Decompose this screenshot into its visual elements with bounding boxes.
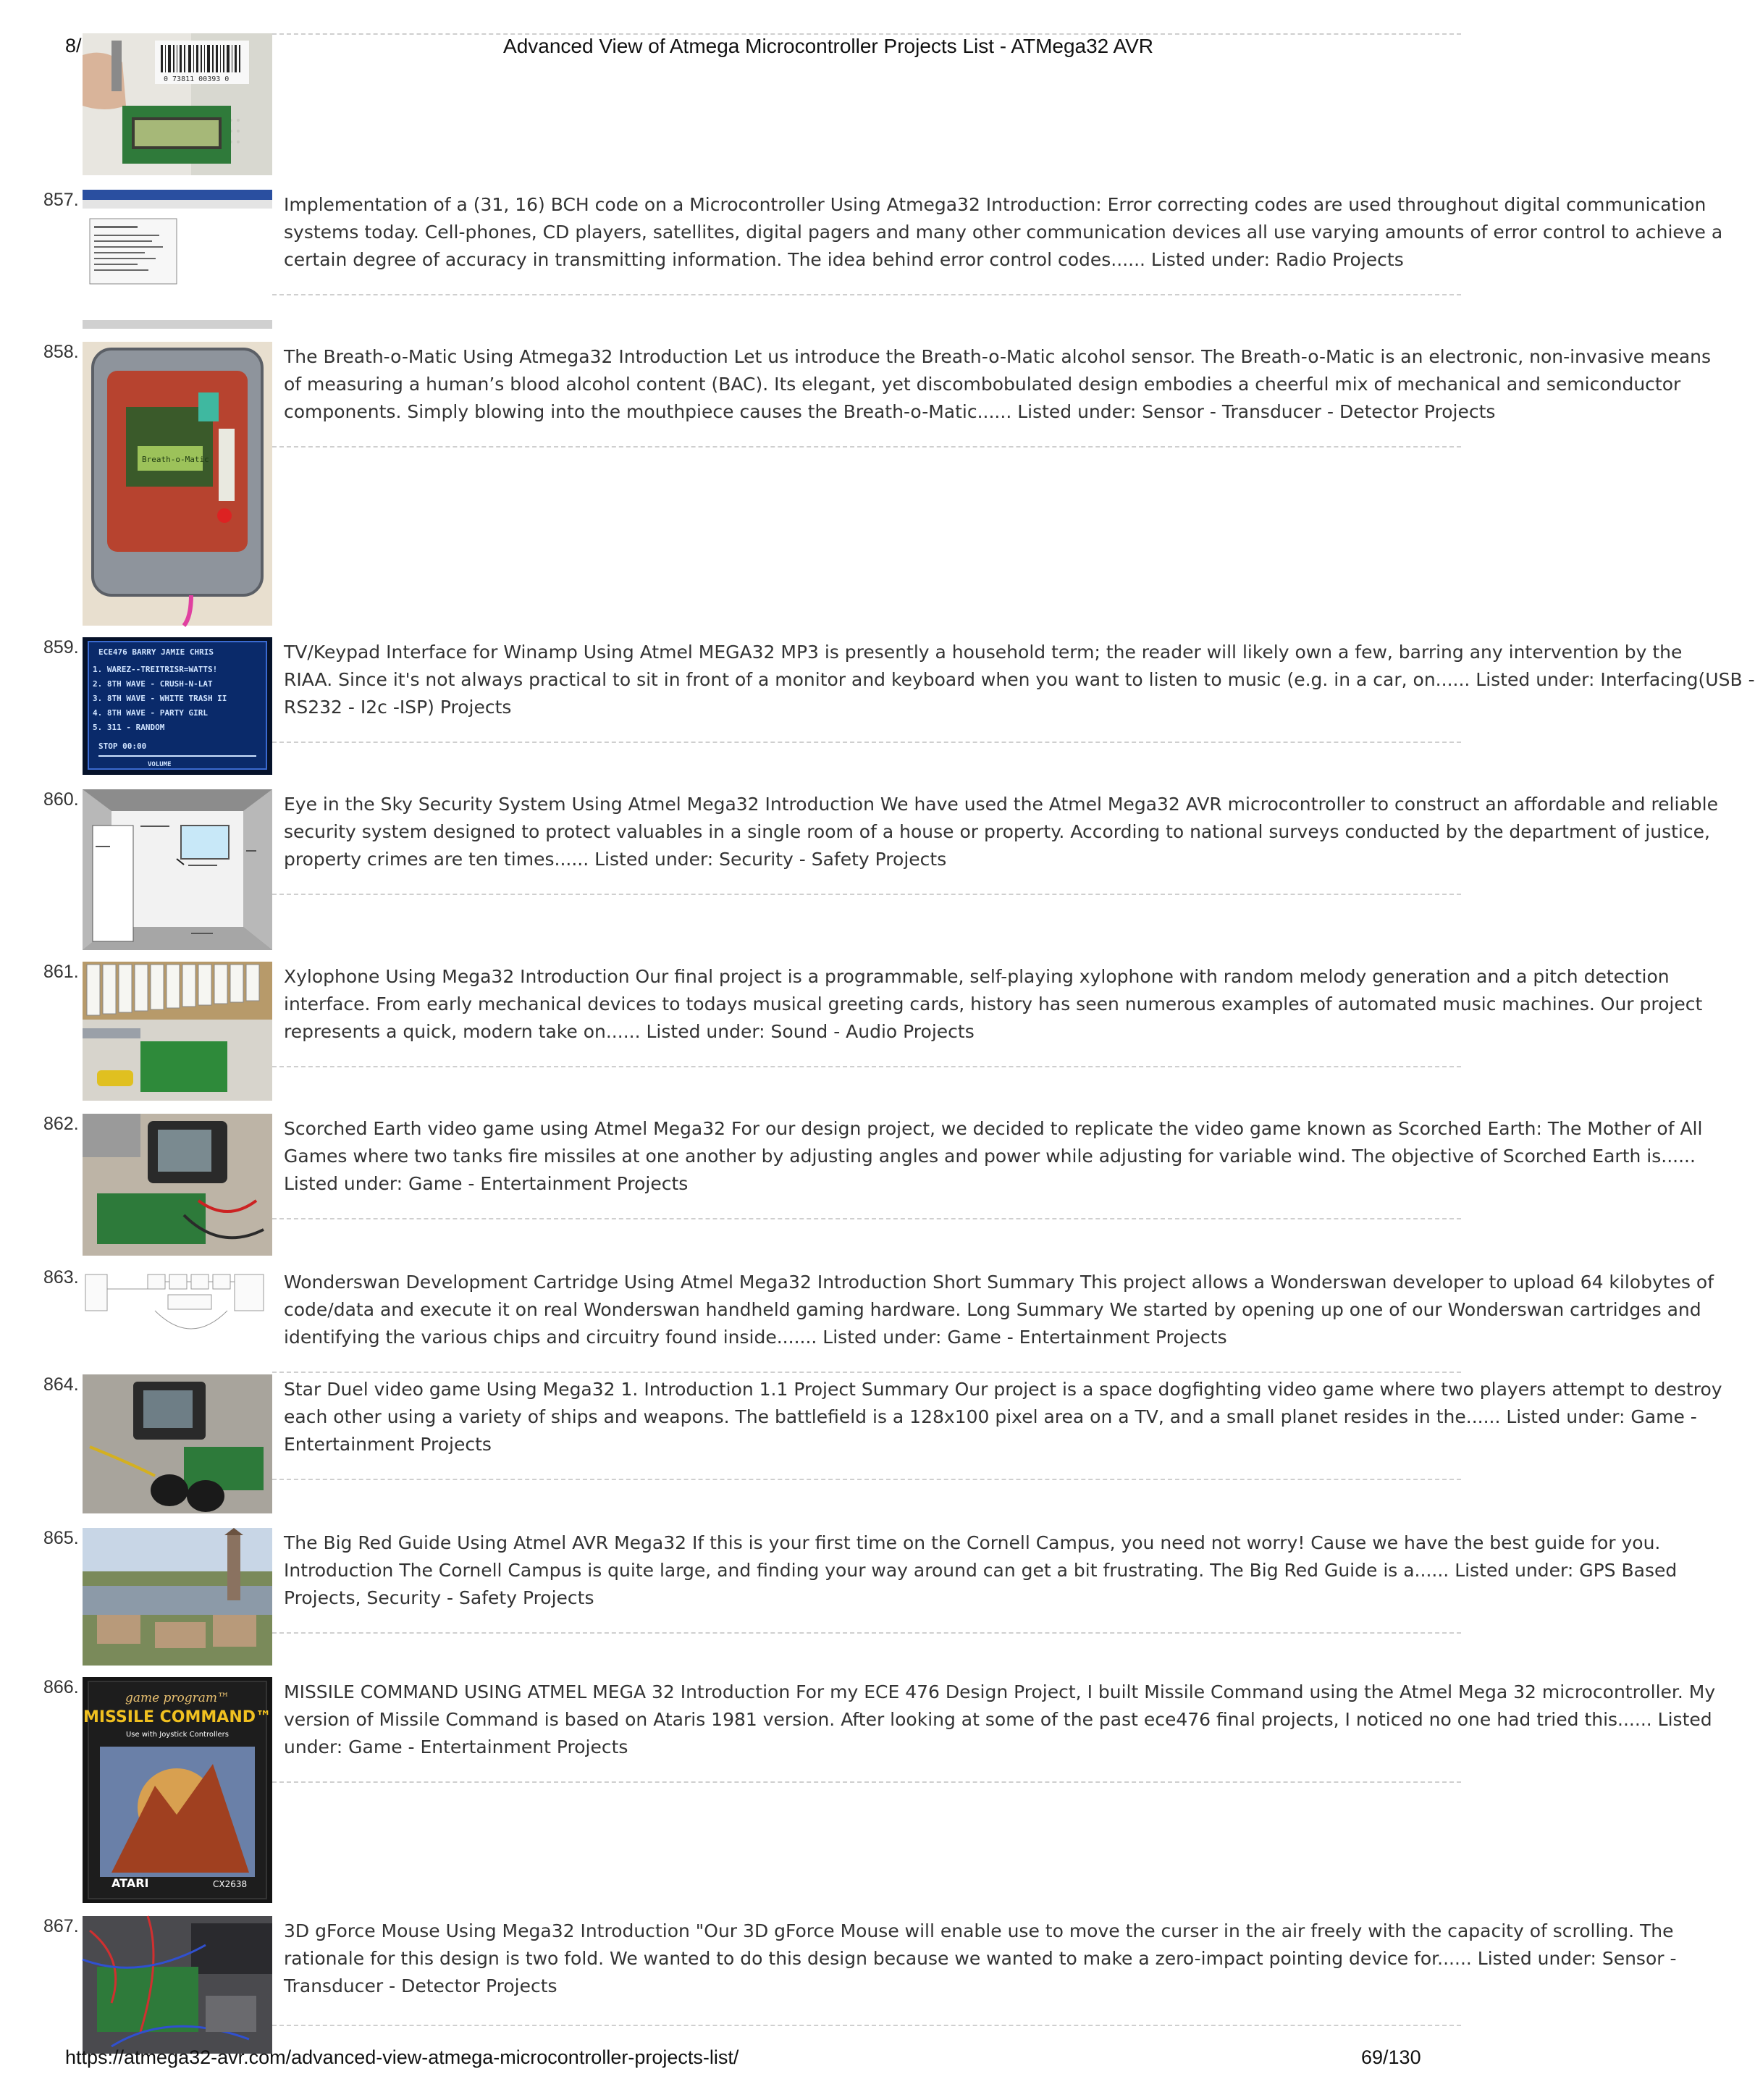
entry-description xyxy=(284,1679,1716,1765)
cartridge-title: MISSILE COMMAND™ xyxy=(83,1708,272,1726)
cartridge-code: CX2638 xyxy=(213,1879,248,1889)
entry-description xyxy=(284,791,1718,878)
cartridge-brand: ATARI xyxy=(111,1876,149,1890)
entry-description xyxy=(284,1115,1703,1202)
entry-line: property crimes are ten times...... Listed under: Security - Safety Projects xyxy=(284,849,947,870)
star-duel-thumbnail[interactable] xyxy=(83,1374,272,1513)
entry-divider xyxy=(272,1218,1461,1219)
entry-description xyxy=(284,639,1755,726)
entry-description xyxy=(284,1376,1722,1463)
tv-item: 2. 8TH WAVE - CRUSH-N-LAT xyxy=(93,679,213,689)
entry-divider xyxy=(272,1632,1461,1634)
entry-divider xyxy=(272,2025,1461,2026)
entry-description xyxy=(284,963,1703,1050)
entry-line: Eye in the Sky Security System Using Atmel Mega32 Introduction We have used the Atmel Mega32 AVR microcontroller to construct an affordable and reliable xyxy=(284,794,1718,815)
entry-description xyxy=(284,1918,1677,2004)
entry-line: certain degree of accuracy in transmitting information. The idea behind error control codes...... Listed under: Radio Projects xyxy=(284,249,1404,270)
tv-header: ECE476 BARRY JAMIE CHRIS xyxy=(98,647,214,657)
cartridge-subtitle: Use with Joystick Controllers xyxy=(125,1731,230,1739)
security-room-thumbnail[interactable] xyxy=(83,789,272,950)
tv-item: 5. 311 - RANDOM xyxy=(93,723,165,732)
entry-line: Wonderswan Development Cartridge Using Atmel Mega32 Introduction Short Summary This project allows a Wonderswan developer to upload 64 kilobytes of xyxy=(284,1272,1714,1293)
entry-line: security system designed to protect valuables in a single room of a house or property. According to national surveys conducted by the department of justice, xyxy=(284,821,1710,842)
entry-divider xyxy=(272,294,1461,295)
entry-line: The Breath-o-Matic Using Atmega32 Introduction Let us introduce the Breath-o-Matic alcohol sensor. The Breath-o-Matic is an electronic, non-invasive means xyxy=(284,346,1712,367)
print-date: 8/ xyxy=(65,35,82,56)
entry-line: Introduction The Cornell Campus is quite large, and finding your way around can get a bit frustrating. The Big Red Guide is a...... Listed under: GPS Based xyxy=(284,1560,1678,1581)
entry-number: 858. xyxy=(43,342,79,362)
entry-line: each other using a variety of ships and weapons. The battlefield is a 128x100 pixel area on a TV, and a small planet resides in the...... Listed under: Game - xyxy=(284,1406,1697,1427)
lcd-readout: Breath-o-Matic xyxy=(142,455,209,464)
entry-number: 857. xyxy=(43,190,79,210)
xylophone-thumbnail[interactable] xyxy=(83,962,272,1101)
entry-line: Xylophone Using Mega32 Introduction Our final project is a programmable, self-playing xylophone with random melody generation and a pitch detection xyxy=(284,966,1670,987)
page-number: 69/130 xyxy=(1361,2046,1421,2068)
entry-line: interface. From early mechanical devices to todays musical greeting cards, history has seen numerous examples of automated music machines. Our project xyxy=(284,994,1703,1015)
winamp-tv-thumbnail[interactable] xyxy=(83,637,272,775)
entry-number: 865. xyxy=(43,1528,79,1548)
entry-line: identifying the various chips and circuitry found inside....... Listed under: Game - Entertainment Projects xyxy=(284,1327,1227,1348)
entry-line: components. Simply blowing into the mouthpiece causes the Breath-o-Matic...... Listed under: Sensor - Transducer - Detector Projects xyxy=(284,401,1496,422)
entry-divider xyxy=(272,742,1461,743)
entry-divider xyxy=(272,1781,1461,1783)
entry-line: Scorched Earth video game using Atmel Mega32 For our design project, we decided to replicate the video game known as Scorched Earth: The Mother of All xyxy=(284,1118,1703,1139)
cartridge-line1: game program™ xyxy=(125,1691,230,1705)
entry-line: under: Game - Entertainment Projects xyxy=(284,1736,628,1757)
entry-divider xyxy=(272,446,1461,448)
barcode-digits: 0 73811 00393 0 xyxy=(164,75,230,83)
scorched-earth-thumbnail[interactable] xyxy=(83,1114,272,1256)
entry-line: Transducer - Detector Projects xyxy=(284,1975,557,1996)
entry-description xyxy=(284,343,1712,430)
tv-item: 3. 8TH WAVE - WHITE TRASH II xyxy=(93,694,227,703)
entry-line: code/data and execute it on real Wonderswan handheld gaming hardware. Long Summary We started by opening up one of our Wonderswan cartridges and xyxy=(284,1299,1701,1320)
entry-number: 861. xyxy=(43,962,79,982)
entry-line: Star Duel video game Using Mega32 1. Introduction 1.1 Project Summary Our project is a space dogfighting video game where two players attempt to destroy xyxy=(284,1379,1722,1400)
entry-number: 859. xyxy=(43,637,79,658)
entry-line: of measuring a human’s blood alcohol content (BAC). Its elegant, yet discombobulated design embodies a cheerful mix of mechanical and semiconductor xyxy=(284,374,1681,395)
page-url[interactable]: https://atmega32-avr.com/advanced-view-atmega-microcontroller-projects-list/ xyxy=(65,2046,739,2068)
missile-command-thumbnail[interactable] xyxy=(83,1677,272,1903)
tv-item: 4. 8TH WAVE - PARTY GIRL xyxy=(93,708,208,718)
entry-description xyxy=(284,1269,1714,1356)
entry-line: rationale for this design is two fold. We wanted to do this design because we wanted to make a zero-impact pointing device for...... Listed under: Sensor - xyxy=(284,1948,1677,1969)
entry-line: RIAA. Since it's not always practical to sit in front of a monitor and keyboard when you want to listen to music (e.g. in a car, on...... Listed under: Interfacing(USB - xyxy=(284,669,1755,690)
entry-number: 867. xyxy=(43,1916,79,1936)
cornell-campus-thumbnail[interactable] xyxy=(83,1528,272,1666)
entry-divider xyxy=(272,1479,1461,1480)
tv-stop: STOP 00:00 xyxy=(98,742,147,751)
entry-number: 864. xyxy=(43,1374,79,1395)
tv-item: 1. WAREZ--TREITRISR=WATTS! xyxy=(93,665,218,674)
entry-line: version of Missile Command is based on Ataris 1981 version. After looking at some of the past ece476 final projects, I noticed no one had tried this...... Listed xyxy=(284,1709,1712,1730)
wonderswan-diagram-thumbnail[interactable] xyxy=(83,1267,272,1353)
entry-line: The Big Red Guide Using Atmel AVR Mega32 If this is your first time on the Cornell Campus, you need not worry! Cause we have the best guide for you. xyxy=(284,1532,1661,1553)
entry-divider xyxy=(272,1372,1461,1373)
entry-line: MISSILE COMMAND USING ATMEL MEGA 32 Introduction For my ECE 476 Design Project, I built Missile Command using the Atmel Mega 32 microcontroller. My xyxy=(284,1681,1716,1702)
entry-description xyxy=(284,1529,1678,1616)
entry-divider xyxy=(272,894,1461,895)
page-title: Advanced View of Atmega Microcontroller Projects List - ATMega32 AVR xyxy=(503,35,1153,57)
entry-line: Listed under: Game - Entertainment Projects xyxy=(284,1173,689,1194)
bch-code-thumbnail[interactable] xyxy=(83,190,272,329)
entry-description xyxy=(284,191,1723,278)
entry-number: 862. xyxy=(43,1114,79,1134)
page-footer xyxy=(0,2046,1483,2075)
tv-volume: VOLUME xyxy=(148,761,172,768)
entry-line: TV/Keypad Interface for Winamp Using Atmel MEGA32 MP3 is presently a household term; the reader will likely own a few, barring any intervention by the xyxy=(284,642,1683,663)
entry-line: Projects, Security - Safety Projects xyxy=(284,1587,594,1608)
gforce-mouse-thumbnail[interactable] xyxy=(83,1916,272,2054)
entry-number: 863. xyxy=(43,1267,79,1288)
breath-o-matic-thumbnail[interactable] xyxy=(83,342,272,626)
entry-line: 3D gForce Mouse Using Mega32 Introduction "Our 3D gForce Mouse will enable use to move the curser in the air freely with the capacity of scrolling. The xyxy=(284,1920,1674,1941)
entry-line: RS232 - I2c -ISP) Projects xyxy=(284,697,512,718)
entry-number: 860. xyxy=(43,789,79,810)
entry-line: systems today. Cell-phones, CD players, satellites, digital pagers and many other communication devices all use varying amounts of error control to achieve a xyxy=(284,222,1723,243)
entry-line: Games where two tanks fire missiles at one another by adjusting angles and power while adjusting for variable wind. The objective of Scorched Earth is...... xyxy=(284,1146,1696,1167)
entry-line: represents a quick, modern take on...... Listed under: Sound - Audio Projects xyxy=(284,1021,975,1042)
entry-divider xyxy=(272,1066,1461,1067)
entry-line: Entertainment Projects xyxy=(284,1434,492,1455)
entry-number: 866. xyxy=(43,1677,79,1697)
entry-line: Implementation of a (31, 16) BCH code on a Microcontroller Using Atmega32 Introduction: Error correcting codes are used throughout digital communication xyxy=(284,194,1706,215)
